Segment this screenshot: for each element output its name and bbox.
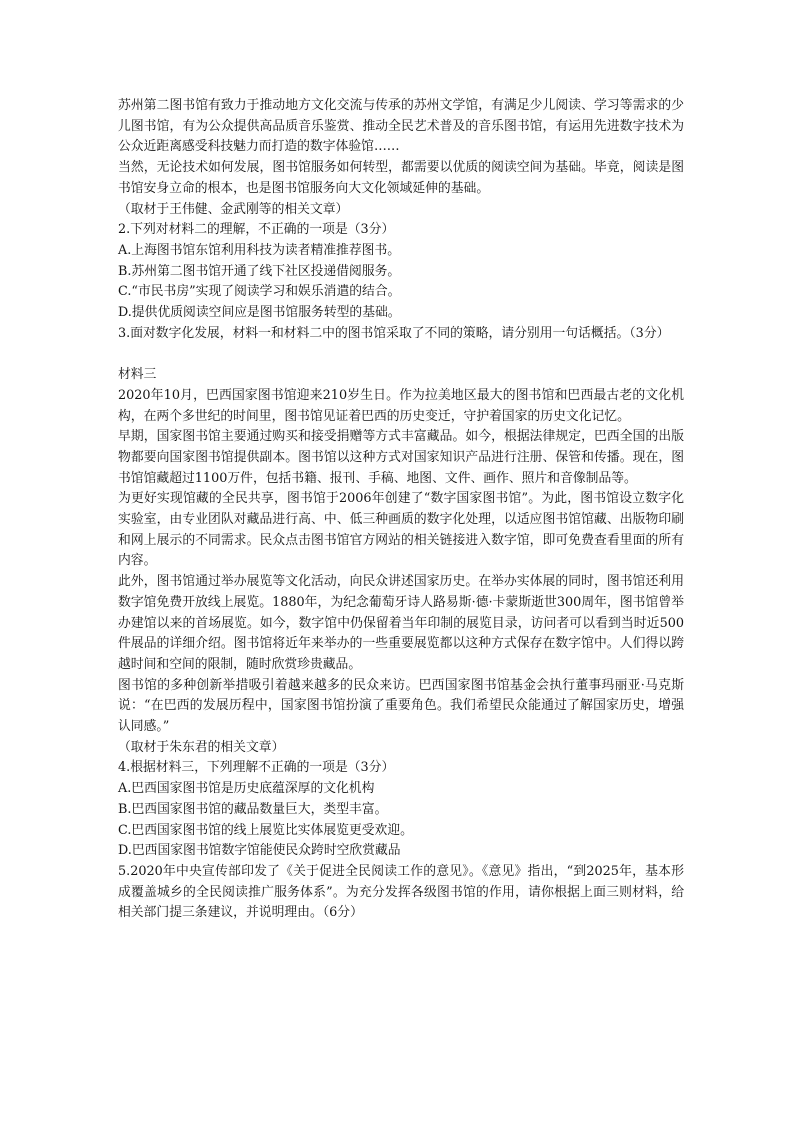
question-4-option-c: C.巴西国家图书馆的线上展览比实体展览更受欢迎。	[118, 822, 413, 838]
material3-paragraph: 为更好实现馆藏的全民共享，图书馆于2006年创建了“数字国家图书馆”。为此，图书馆设立数字化实验室，由专业团队对藏品进行高、中、低三种画质的数字化处理，以适应图书馆馆藏、出版物印刷和网上展示的不同需求。民众点击图书馆官方网站的相关链接进入数字馆，即可免费查看里面的所有内容。	[118, 491, 684, 569]
question-3-stem: 3.面对数字化发展，材料一和材料二中的图书馆采取了不同的策略，请分别用一句话概括。（3分）	[118, 325, 670, 341]
question-4-option-d: D.巴西国家图书馆数字馆能使民众跨时空欣赏藏品	[118, 843, 401, 859]
question-5-stem: 5.2020年中央宣传部印发了《关于促进全民阅读工作的意见》。《意见》指出，“到2025年，基本形成覆盖城乡的全民阅读推广服务体系”。为充分发挥各级图书馆的作用，请你根据上面三则材料，给相关部门提三条建议，并说明理由。（6分）	[118, 864, 684, 921]
question-2-stem: 2.下列对材料二的理解，不正确的一项是（3分）	[118, 222, 395, 238]
material3-paragraph: 早期，国家图书馆主要通过购买和接受捐赠等方式丰富藏品。如今，根据法律规定，巴西全国的出版物都要向国家图书馆提供副本。图书馆以这种方式对国家知识产品进行注册、保管和传播。现在，图书馆馆藏超过1100万件，包括书籍、报刊、手稿、地图、文件、画作、照片和音像制品等。	[118, 429, 684, 486]
material2-paragraph: 苏州第二图书馆有致力于推动地方文化交流与传承的苏州文学馆，有满足少儿阅读、学习等需求的少儿图书馆，有为公众提供高品质音乐鉴赏、推动全民艺术普及的音乐图书馆，有运用先进数字技术为公众近距离感受科技魅力而打造的数字体验馆……	[118, 98, 684, 155]
material3-paragraph: 此外，图书馆通过举办展览等文化活动，向民众讲述国家历史。在举办实体展的同时，图书馆还利用数字馆免费开放线上展览。1880年，为纪念葡萄牙诗人路易斯·德·卡蒙斯逝世300周年，图书馆曾举办建馆以来的首场展览。如今，数字馆中仍保留着当年印制的展览目录，访问者可以看到当时近500件展品的详细介绍。图书馆将近年来举办的一些重要展览都以这种方式保存在数字馆中。人们得以跨越时间和空间的限制，随时欣赏珍贵藏品。	[118, 574, 684, 672]
exam-page	[118, 96, 684, 924]
material3-source: （取材于朱东君的相关文章）	[118, 739, 285, 755]
material2-source: （取材于王伟健、金武刚等的相关文章）	[118, 201, 349, 217]
material3-heading: 材料三	[118, 367, 157, 383]
material2-paragraph: 当然，无论技术如何发展，图书馆服务如何转型，都需要以优质的阅读空间为基础。毕竟，阅读是图书馆安身立命的根本，也是图书馆服务向大文化领域延伸的基础。	[118, 160, 684, 196]
section-gap	[118, 344, 684, 365]
material3-paragraph: 图书馆的多种创新举措吸引着越来越多的民众来访。巴西国家图书馆基金会执行董事玛丽亚·马克斯说：“在巴西的发展历程中，国家图书馆扮演了重要角色。我们希望民众能通过了解国家历史，增强认同感。”	[118, 677, 684, 735]
question-2-option-d: D.提供优质阅读空间应是图书馆服务转型的基础。	[118, 305, 401, 321]
question-2-option-b: B.苏州第二图书馆开通了线下社区投递借阅服务。	[118, 263, 401, 279]
question-4-stem: 4.根据材料三，下列理解不正确的一项是（3分）	[118, 760, 395, 776]
question-4-option-a: A.巴西国家图书馆是历史底蕴深厚的文化机构	[118, 781, 375, 797]
question-4-option-b: B.巴西国家图书馆的藏品数量巨大，类型丰富。	[118, 801, 388, 817]
material3-paragraph: 2020年10月，巴西国家图书馆迎来210岁生日。作为拉美地区最大的图书馆和巴西最古老的文化机构，在两个多世纪的时间里，图书馆见证着巴西的历史变迁，守护着国家的历史文化记忆。	[118, 387, 684, 424]
question-2-option-a: A.上海图书馆东馆利用科技为读者精准推荐图书。	[118, 242, 401, 258]
question-2-option-c: C.“市民书房”实现了阅读学习和娱乐消遣的结合。	[118, 284, 401, 300]
